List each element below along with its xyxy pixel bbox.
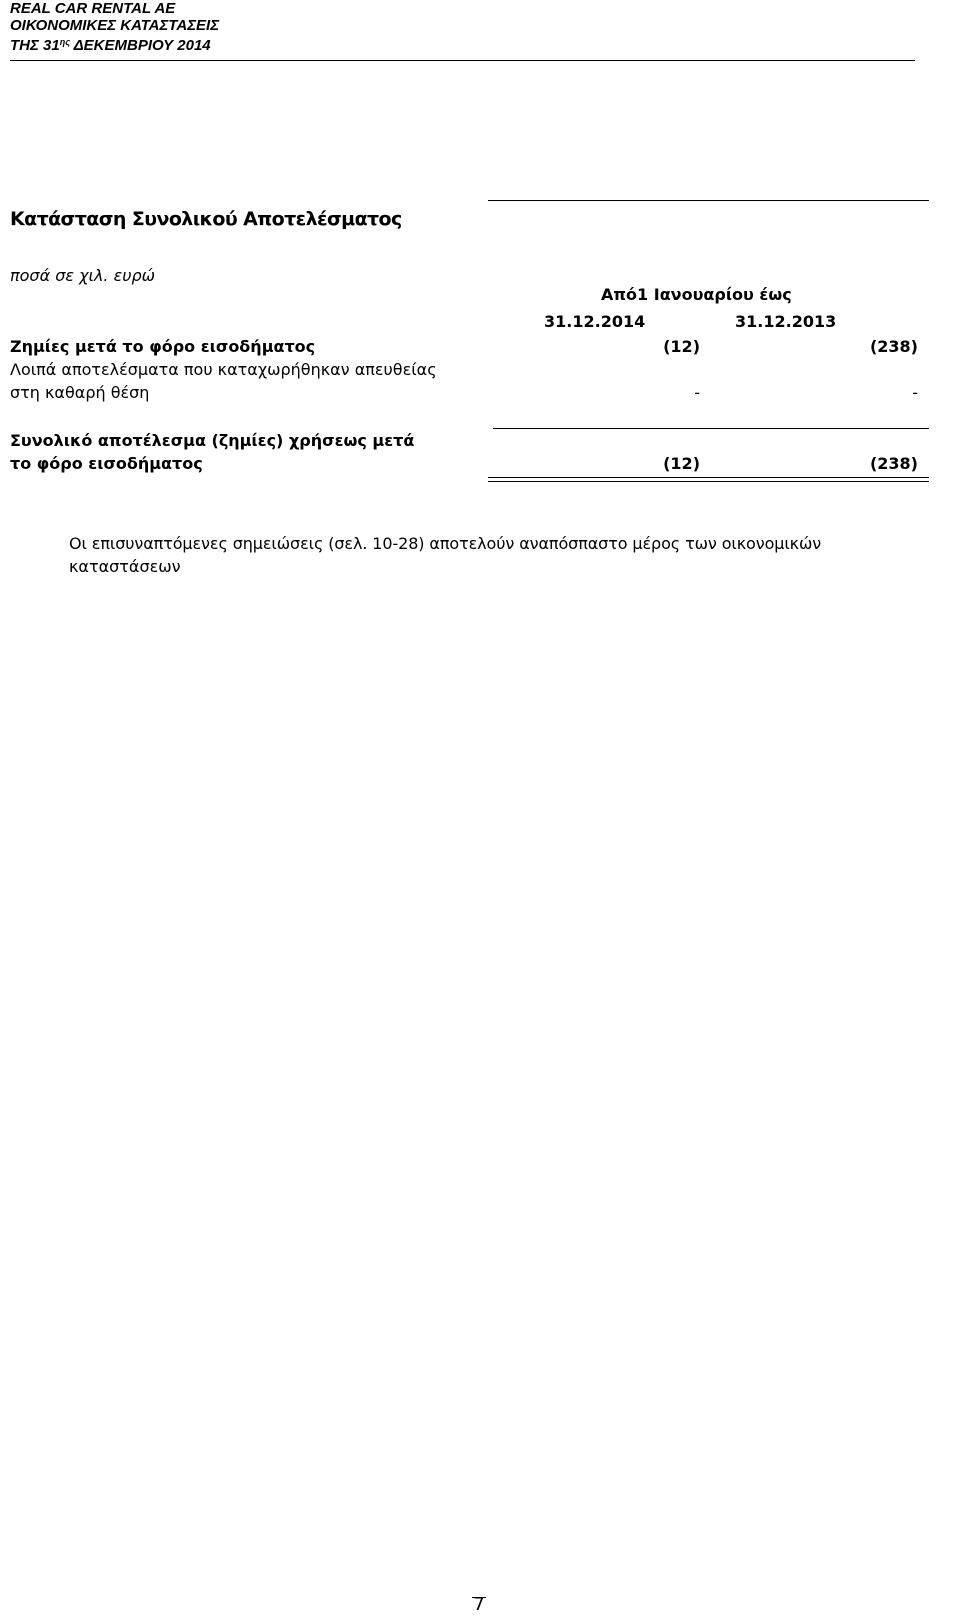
- company-name: REAL CAR RENTAL AE: [10, 0, 176, 17]
- column-2014: 31.12.2014: [544, 312, 646, 331]
- row-other-2013: -: [912, 383, 918, 402]
- statement-date: ΤΗΣ $31^{\eta\varsigma}$ ΔΕΚΕΜΒΡΙΟΥ 2014: [10, 37, 211, 54]
- page-number: 7: [473, 1594, 485, 1615]
- row-other-label-2: στη καθαρή θέση: [10, 383, 150, 402]
- row-loss-2013: (238): [869, 337, 918, 356]
- row-loss-2014: (12): [663, 337, 700, 356]
- total-label-2: το φόρο εισοδήματος: [10, 454, 203, 473]
- total-top-rule: [493, 428, 929, 429]
- total-rule-1: [488, 477, 929, 478]
- title-rule: [488, 200, 929, 201]
- statement-name: ΟΙΚΟΝΟΜΙΚΕΣ ΚΑΤΑΣΤΑΣΕΙΣ: [10, 17, 220, 34]
- header-rule: [10, 60, 915, 61]
- total-rule-2: [488, 481, 929, 482]
- period-label: Από1 Ιανουαρίου έως: [601, 285, 792, 304]
- note-line-1: Οι επισυναπτόμενες σημειώσεις (σελ. 10-28) αποτελούν αναπόσπαστο μέρος των οικονομικών: [69, 534, 822, 553]
- units-note: ποσά σε χιλ. ευρώ: [10, 266, 156, 285]
- total-label-1: Συνολικό αποτέλεσμα (ζημίες) χρήσεως μετά: [10, 431, 415, 450]
- total-2013: (238): [869, 454, 918, 473]
- note-line-2: καταστάσεων: [69, 557, 181, 576]
- row-other-2014: -: [694, 383, 700, 402]
- row-other-label-1: Λοιπά αποτελέσματα που καταχωρήθηκαν απευθείας: [10, 360, 437, 379]
- page-title: Κατάσταση Συνολικού Αποτελέσματος: [10, 208, 402, 230]
- row-loss-label: Ζημίες μετά το φόρο εισοδήματος: [10, 337, 316, 356]
- column-2013: 31.12.2013: [735, 312, 837, 331]
- total-2014: (12): [663, 454, 700, 473]
